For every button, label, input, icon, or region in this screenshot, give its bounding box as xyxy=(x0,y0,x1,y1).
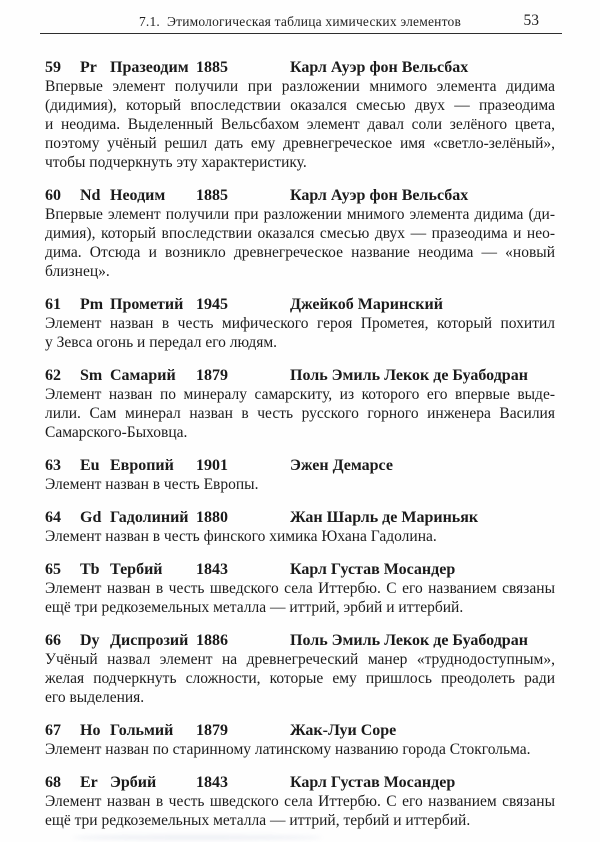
running-head xyxy=(40,13,560,30)
description-line: димия), который впоследствии оказался смесью двух — празеодима и нео- xyxy=(45,225,555,242)
discoverer-name: Поль Эмиль Лекок де Буабодран xyxy=(290,367,528,384)
entry-header xyxy=(45,508,555,527)
discoverer-name: Поль Эмиль Лекок де Буабодран xyxy=(290,632,528,649)
element-name: Гольмий xyxy=(110,722,174,739)
element-symbol: Eu xyxy=(80,457,100,474)
entry-header xyxy=(45,631,555,650)
element-number: 59 xyxy=(45,59,61,76)
discoverer-name: Эжен Демарсе xyxy=(290,457,393,474)
discovery-year: 1885 xyxy=(196,187,228,204)
entry-header xyxy=(45,366,555,385)
description-line: Элемент назван в честь шведского села Иттербю. С его названием связаны xyxy=(45,793,555,810)
entry-header xyxy=(45,295,555,314)
description-line: Элемент назван в честь Европы. xyxy=(45,476,259,493)
description-line: ещё три редкоземельных металла — иттрий, эрбий и иттербий. xyxy=(45,599,464,616)
entry-header xyxy=(45,58,555,77)
element-entry-59-pr xyxy=(45,58,555,172)
entry-description xyxy=(45,740,555,759)
discovery-year: 1886 xyxy=(196,632,228,649)
element-entry-62-sm xyxy=(45,366,555,442)
description-line: дима. Отсюда и возникло древнегреческое название неодима — «новый xyxy=(45,244,555,261)
description-line: его выделения. xyxy=(45,689,145,706)
discovery-year: 1945 xyxy=(196,296,228,313)
discovery-year: 1879 xyxy=(196,722,228,739)
element-entry-68-er xyxy=(45,773,555,830)
element-entry-64-gd xyxy=(45,508,555,546)
page-number: 53 xyxy=(523,12,539,29)
entry-description xyxy=(45,77,555,172)
element-number: 67 xyxy=(45,722,61,739)
element-entry-60-nd xyxy=(45,186,555,281)
description-line: Впервые элемент получили при разложении мнимого элемента дидима xyxy=(45,78,555,95)
element-number: 61 xyxy=(45,296,61,313)
entry-description xyxy=(45,385,555,442)
page-content xyxy=(45,58,555,830)
description-line: Элемент назван в честь мифического героя Прометея, который похитил xyxy=(45,315,555,332)
element-number: 66 xyxy=(45,632,61,649)
element-number: 63 xyxy=(45,457,61,474)
discoverer-name: Карл Густав Мосандер xyxy=(290,561,456,578)
discoverer-name: Жак-Луи Соре xyxy=(290,722,397,739)
entry-description xyxy=(45,475,555,494)
element-symbol: Ho xyxy=(80,722,101,739)
entry-description xyxy=(45,650,555,707)
element-entry-66-dy xyxy=(45,631,555,707)
entry-header xyxy=(45,186,555,205)
element-symbol: Tb xyxy=(80,561,100,578)
page-header xyxy=(40,13,560,31)
section-number: 7.1. xyxy=(138,14,161,29)
description-line: поэтому учёный решил дать ему древнегреческое имя «светло-зелёный», xyxy=(45,135,555,152)
description-line: Элемент назван по старинному латинскому названию города Стокгольма. xyxy=(45,741,531,758)
element-symbol: Gd xyxy=(80,509,102,526)
entry-description xyxy=(45,527,555,546)
discovery-year: 1843 xyxy=(196,774,228,791)
description-line: Самарского-Быховца. xyxy=(45,424,188,441)
description-line: близнец». xyxy=(45,263,110,280)
element-name: Европий xyxy=(110,457,174,474)
element-number: 65 xyxy=(45,561,61,578)
entry-description xyxy=(45,314,555,352)
element-symbol: Sm xyxy=(80,367,103,384)
discoverer-name: Жан Шарль де Мариньяк xyxy=(290,509,479,526)
element-name: Гадолиний xyxy=(110,509,189,526)
entry-description xyxy=(45,579,555,617)
description-line: (дидимия), который впоследствии оказался смесью двух — празеодима xyxy=(45,97,555,114)
discovery-year: 1879 xyxy=(196,367,228,384)
element-symbol: Pm xyxy=(80,296,104,313)
element-symbol: Er xyxy=(80,774,98,791)
description-line: и неодима. Выделенный Вельсбахом элемент давал соли зелёного цвета, xyxy=(45,116,555,133)
section-title: Этимологическая таблица химических элементов xyxy=(167,14,462,29)
element-entry-61-pm xyxy=(45,295,555,352)
element-entry-63-eu xyxy=(45,456,555,494)
element-number: 68 xyxy=(45,774,61,791)
discoverer-name: Джейкоб Маринский xyxy=(290,296,443,313)
description-line: Учёный назвал элемент на древнегреческий манер «труднодоступным», xyxy=(45,651,555,668)
description-line: лили. Сам минерал назван в честь русского горного инженера Василия xyxy=(45,405,555,422)
discoverer-name: Карл Ауэр фон Вельсбах xyxy=(290,59,469,76)
description-line: Впервые элемент получили при разложении мнимого элемента дидима (ди- xyxy=(45,206,555,223)
element-name: Самарий xyxy=(110,367,176,384)
element-name: Неодим xyxy=(110,187,166,204)
description-line: Элемент назван в честь шведского села Иттербю. С его названием связаны xyxy=(45,580,555,597)
discovery-year: 1885 xyxy=(196,59,228,76)
element-symbol: Nd xyxy=(80,187,101,204)
element-number: 64 xyxy=(45,509,61,526)
element-name: Тербий xyxy=(110,561,163,578)
element-name: Эрбий xyxy=(110,774,157,791)
discoverer-name: Карл Ауэр фон Вельсбах xyxy=(290,187,469,204)
element-entry-67-ho xyxy=(45,721,555,759)
description-line: Элемент назван в честь финского химика Юхана Гадолина. xyxy=(45,528,437,545)
header-rule xyxy=(40,33,562,34)
description-line: Элемент назван по минералу самарскиту, из которого его впервые выде- xyxy=(45,386,555,403)
element-symbol: Dy xyxy=(80,632,100,649)
element-symbol: Pr xyxy=(80,59,97,76)
discovery-year: 1901 xyxy=(196,457,228,474)
entry-header xyxy=(45,456,555,475)
element-number: 62 xyxy=(45,367,61,384)
entry-header xyxy=(45,560,555,579)
entry-header xyxy=(45,721,555,740)
element-number: 60 xyxy=(45,187,61,204)
element-name: Прометий xyxy=(110,296,184,313)
description-line: у Зевса огонь и передал его людям. xyxy=(45,334,278,351)
description-line: желая подчеркнуть сложности, которые ему пришлось преодолеть ради xyxy=(45,670,555,687)
element-entry-65-tb xyxy=(45,560,555,617)
discovery-year: 1880 xyxy=(196,509,228,526)
scan-artifact xyxy=(72,835,322,840)
description-line: чтобы подчеркнуть эту характеристику. xyxy=(45,154,307,171)
entry-header xyxy=(45,773,555,792)
entry-description xyxy=(45,205,555,281)
element-name: Диспрозий xyxy=(110,632,189,649)
element-name: Празеодим xyxy=(110,59,189,76)
entry-description xyxy=(45,792,555,830)
discoverer-name: Карл Густав Мосандер xyxy=(290,774,456,791)
description-line: ещё три редкоземельных металла — иттрий, тербий и иттербий. xyxy=(45,812,471,829)
discovery-year: 1843 xyxy=(196,561,228,578)
